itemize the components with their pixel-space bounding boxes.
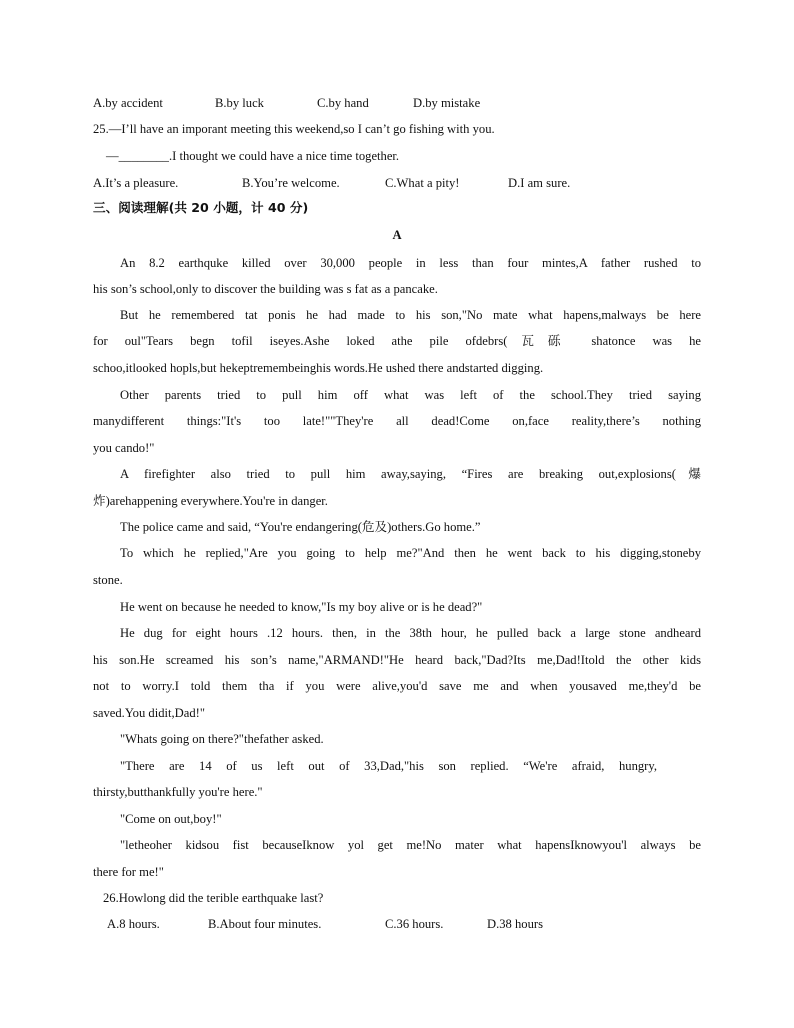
passage-line: not to worry.I told them tha if you were alive,you'd save me and when yousaved me,they'd be <box>93 679 701 693</box>
q25-options <box>0 174 794 192</box>
passage-line: "Come on out,boy!" <box>120 812 222 826</box>
q24-option-b: B.by luck <box>215 96 264 110</box>
passage-line: A firefighter also tried to pull him away,saying, “Fires are breaking out,explosions(爆 <box>120 467 701 481</box>
q25-option-a: A.It’s a pleasure. <box>93 176 179 190</box>
passage-line: manydifferent things:"It's too late!""They're all dead!Come on,face reality,there’s nothing <box>93 414 701 428</box>
passage-line: for oul"Tears begn tofil iseyes.Ashe loked athe pile ofdebrs(瓦砾 shatonce was he <box>93 334 701 348</box>
passage-line: To which he replied,"Are you going to help me?"And then he went back to his digging,stoneby <box>120 546 701 560</box>
q26-question: 26.Howlong did the terible earthquake last? <box>103 891 324 905</box>
passage-line: But he remembered tat ponis he had made to his son,"No mate what hapens,malways be here <box>120 308 701 322</box>
q25-answer-line: —________.I thought we could have a nice time together. <box>106 149 400 163</box>
q25-option-b: B.You’re welcome. <box>242 176 340 190</box>
passage-line: Other parents tried to pull him off what was left of the school.They tried saying <box>120 388 701 402</box>
passage-line: He went on because he needed to know,"Is my boy alive or is he dead?" <box>120 600 483 614</box>
passage-line: "Whats going on there?"thefather asked. <box>120 732 324 746</box>
passage-line: thirsty,butthankfully you're here." <box>93 785 263 799</box>
q26-options <box>0 915 794 933</box>
q25-option-d: D.I am sure. <box>508 176 571 190</box>
passage-label: A <box>392 228 402 242</box>
q26-option-b: B.About four minutes. <box>208 917 322 931</box>
q24-option-a: A.by accident <box>93 96 163 110</box>
passage-line: "There are 14 of us left out of 33,Dad,"his son replied. “We're afraid, hungry, <box>120 759 657 773</box>
passage-line: The police came and said, “You're endangering(危及)others.Go home.” <box>120 520 481 534</box>
passage-line: saved.You didit,Dad!" <box>93 706 205 720</box>
q25-question: 25.—I’ll have an imporant meeting this weekend,so I can’t go fishing with you. <box>93 122 495 136</box>
passage-line: schoo,itlooked hopls,but hekeptremembeinghis words.He ushed there andstarted digging. <box>93 361 544 375</box>
q26-option-d: D.38 hours <box>487 917 543 931</box>
passage-line: An 8.2 earthquke killed over 30,000 people in less than four mintes,A father rushed to <box>120 256 701 270</box>
passage-line: 炸)arehappening everywhere.You're in danger. <box>93 494 328 508</box>
q26-option-a: A.8 hours. <box>107 917 160 931</box>
section-heading: 三、阅读理解(共 20 小题，计 40 分) <box>93 200 309 215</box>
passage-line: He dug for eight hours .12 hours. then, in the 38th hour, he pulled back a large stone andheard <box>120 626 701 640</box>
q24-option-c: C.by hand <box>317 96 369 110</box>
passage-line: "letheoher kidsou fist becauseIknow yol get me!No mater what hapensIknowyou'l always be <box>120 838 701 852</box>
passage-line: stone. <box>93 573 123 587</box>
passage-line: there for me!" <box>93 865 164 879</box>
q26-option-c: C.36 hours. <box>385 917 444 931</box>
passage-line: his son.He screamed his son’s name,"ARMAND!"He heard back,"Dad?Its me,Dad!Itold the other kids <box>93 653 701 667</box>
q24-option-d: D.by mistake <box>413 96 481 110</box>
passage-line: his son’s school,only to discover the building was s fat as a pancake. <box>93 282 438 296</box>
passage-line: you cando!" <box>93 441 155 455</box>
q24-options <box>0 94 794 112</box>
q25-option-c: C.What a pity! <box>385 176 460 190</box>
